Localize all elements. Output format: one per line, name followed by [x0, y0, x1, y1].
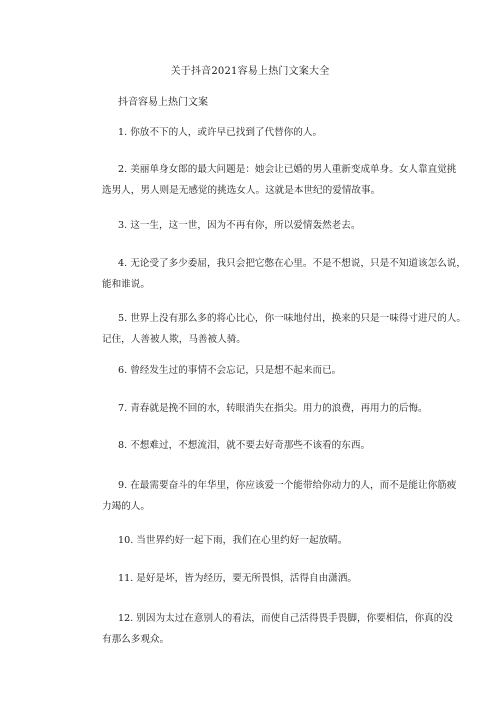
paragraph-line: 10. 当世界约好一起下雨，我们在心里约好一起放晴。 [118, 535, 348, 546]
paragraph-line: 11. 是好是坏，皆为经历，要无所畏惧，活得自由潇洒。 [118, 573, 357, 584]
paragraph-line: 9. 在最需要奋斗的年华里，你应该爱一个能带给你动力的人，而不是能让你筋疲 [118, 480, 457, 491]
paragraph-line: 3. 这一生，这一世，因为不再有你，所以爱情轰然老去。 [118, 220, 361, 231]
paragraph-line: 力竭的人。 [102, 501, 150, 512]
paragraph-9 [102, 475, 457, 517]
paragraph-line: 有那么多观众。 [102, 634, 170, 645]
paragraph-8 [102, 435, 402, 456]
paragraph-3 [102, 215, 402, 236]
paragraph-11 [102, 568, 402, 589]
paragraph-2 [102, 159, 457, 201]
paragraph-1 [102, 122, 402, 143]
document-subtitle: 抖音容易上热门文案 [118, 97, 208, 108]
paragraph-line: 5. 世界上没有那么多的将心比心，你一味地付出，换来的只是一味得寸进尺的人。 [118, 313, 466, 324]
paragraph-6 [102, 360, 402, 381]
paragraph-line: 2. 美丽单身女郎的最大问题是：她会让已婚的男人重新变成单身。女人靠直觉挑 [118, 164, 457, 175]
paragraph-line: 8. 不想难过，不想流泪，就不要去好奇那些不该看的东西。 [118, 440, 371, 451]
paragraph-line: 能和谁说。 [102, 279, 150, 290]
document-title: 关于抖音2021容易上热门文案大全 [170, 66, 330, 77]
paragraph-4 [102, 253, 466, 295]
paragraph-line: 7. 青春就是挽不回的水，转眼消失在指尖。用力的浪费，再用力的后悔。 [118, 403, 428, 414]
paragraph-line: 12. 别因为太过在意别人的看法，而使自己活得畏手畏脚，你要相信，你真的没 [118, 613, 453, 624]
paragraph-7 [102, 398, 428, 419]
paragraph-5 [102, 308, 466, 350]
paragraph-line: 记住，人善被人欺，马善被人骑。 [102, 334, 246, 345]
paragraph-10 [102, 530, 402, 551]
paragraph-line: 选男人，男人则是无感觉的挑选女人。这就是本世纪的爱情故事。 [102, 185, 381, 196]
paragraph-12 [102, 608, 453, 650]
paragraph-line: 4. 无论受了多少委屈，我只会把它憋在心里。不是不想说，只是不知道该怎么说， [118, 258, 466, 269]
paragraph-line: 1. 你放不下的人，或许早已找到了代替你的人。 [118, 127, 323, 138]
paragraph-line: 6. 曾经发生过的事情不会忘记，只是想不起来而已。 [118, 365, 342, 376]
